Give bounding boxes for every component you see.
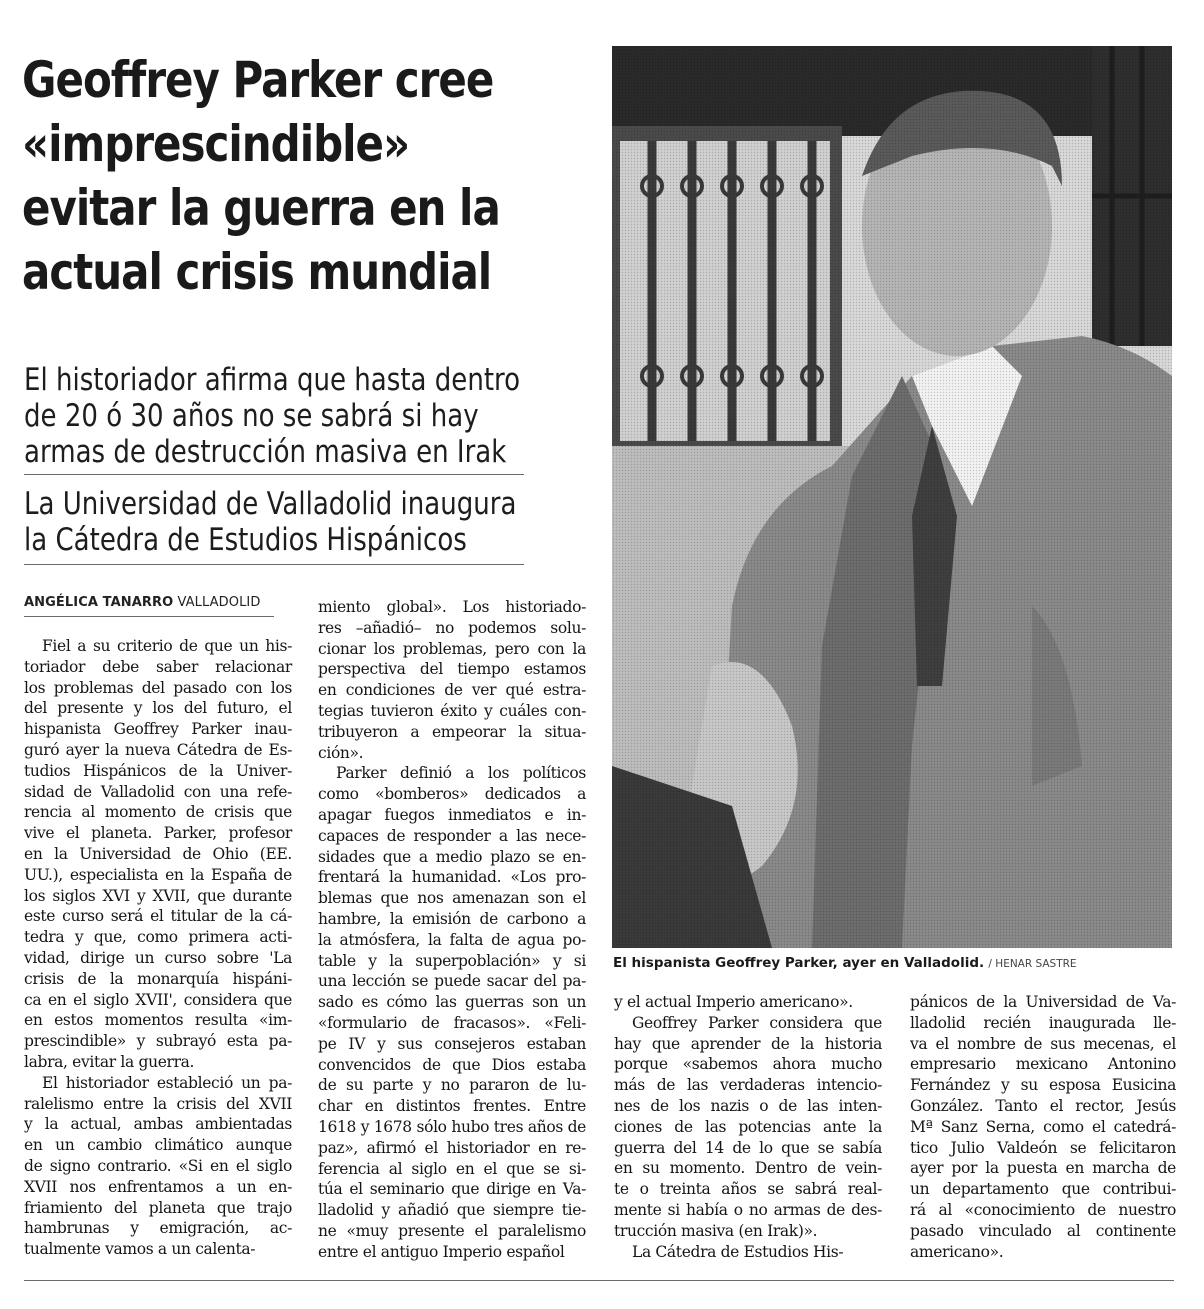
article-line: tualmente vamos a un calenta- <box>24 1240 256 1259</box>
article-line: prescindible» y subrayó esta pa- <box>24 1032 292 1051</box>
subheadline-line: armas de destrucción masiva en Irak <box>24 434 507 470</box>
article-line: túa el seminario que dirige en Va- <box>318 1180 586 1199</box>
article-line: en un cambio climático aunque <box>24 1136 292 1155</box>
headline-line: evitar la guerra en la <box>22 179 500 237</box>
article-line: Fernández y su esposa Eusicina <box>910 1076 1176 1095</box>
article-line: guerra del 14 de lo que se sabía <box>614 1138 882 1157</box>
article-line: Parker definió a los políticos <box>336 764 586 783</box>
article-line: tegias tuvieron éxito y cuáles con- <box>318 701 586 720</box>
article-line: 1618 y 1678 sólo hubo tres años de <box>318 1117 586 1136</box>
byline-location: VALLADOLID <box>177 595 261 610</box>
photo-credit: / HENAR SASTRE <box>988 958 1077 970</box>
article-line: vidad, dirige un curso sobre 'La <box>24 948 292 967</box>
article-column-4 <box>910 992 1176 1262</box>
subheadline-primary <box>24 362 520 470</box>
article-line: de signo contrario. «Si en el siglo <box>24 1156 292 1175</box>
article-line: mente si había o no armas de des- <box>614 1200 882 1219</box>
article-line: tribuyeron a empeorar la situa- <box>318 722 586 741</box>
headline <box>22 48 501 304</box>
article-column-1 <box>24 636 292 1260</box>
article-line: miento global». Los historiado- <box>318 598 586 616</box>
article-line: va el nombre de sus mecenas, el <box>910 1034 1176 1053</box>
article-line: de su parte y no pararon de lu- <box>318 1076 586 1095</box>
article-line: en la Universidad de Ohio (EE. <box>24 844 292 863</box>
subhead-divider <box>24 564 524 565</box>
article-line: cionar los problemas, pero con la <box>318 639 586 658</box>
article-line: porque «sabemos ahora mucho <box>614 1055 882 1074</box>
article-line: los problemas del pasado con los <box>24 678 292 697</box>
subheadline-line: la Cátedra de Estudios Hispánicos <box>24 522 467 558</box>
article-line: toriador debe saber relacionar <box>24 657 292 676</box>
article-line: ne «muy presente el paralelismo <box>318 1221 586 1240</box>
article-line: ca en el siglo XVII', considera que <box>24 990 292 1009</box>
headline-line: Geoffrey Parker cree <box>22 51 494 109</box>
article-column-3 <box>614 992 882 1262</box>
article-line: blemas que nos amenazan son el <box>318 889 586 908</box>
article-line: en estos momentos resulta «im- <box>24 1011 292 1030</box>
photo-portrait-image <box>612 46 1172 948</box>
article-line: González. Tanto el rector, Jesús <box>910 1096 1176 1115</box>
article-line: char en distintos frentes. Entre <box>318 1097 586 1116</box>
article-line: la atmósfera, la falta de agua po- <box>318 930 586 949</box>
article-line: ferencia al siglo en el que se si- <box>318 1159 586 1178</box>
article-photo <box>612 46 1172 948</box>
article-line: pánicos de la Universidad de Va- <box>910 993 1176 1011</box>
article-line: los siglos XVI y XVII, que durante <box>24 886 292 905</box>
article-line: entre el antiguo Imperio español <box>318 1242 565 1261</box>
article-line: ayer por la puesta en marcha de <box>910 1159 1176 1178</box>
article-line: XVII nos enfrentamos a un en- <box>24 1177 292 1196</box>
article-line: friamiento del planeta que trajo <box>24 1198 292 1217</box>
article-line: hay que aprender de la historia <box>614 1034 882 1053</box>
article-line: La Cátedra de Estudios His- <box>632 1242 844 1261</box>
article-line: sidad de Valladolid con una refe- <box>24 782 292 801</box>
article-line: Mª Sanz Serna, como el catedrá- <box>910 1117 1176 1136</box>
article-line: guró ayer la nueva Cátedra de Es- <box>24 740 292 759</box>
article-line: del presente y los del futuro, el <box>24 699 292 718</box>
article-line: tedra y que, como primera acti- <box>24 928 292 947</box>
article-line: crisis de la monarquía hispáni- <box>24 969 292 988</box>
article-line: lladolid recién inaugurada lle- <box>910 1013 1176 1032</box>
article-line: vive el planeta. Parker, profesor <box>24 824 292 843</box>
article-line: una lección se puede sacar del pa- <box>318 972 586 991</box>
article-line: empresario mexicano Antonino <box>910 1055 1176 1074</box>
article-line: res –añadió– no podemos solu- <box>318 618 586 637</box>
subheadline-line: La Universidad de Valladolid inaugura <box>24 486 517 522</box>
subheadline-line: El historiador afirma que hasta dentro <box>24 362 521 398</box>
article-line: lladolid y añadió que siempre tie- <box>318 1201 586 1220</box>
article-line: pe IV y sus consejeros estaban <box>318 1034 586 1053</box>
article-line: capaces de responder a las nece- <box>318 826 586 845</box>
article-line: más de las verdaderas intencio- <box>614 1076 882 1095</box>
article-line: frentará la humanidad. «Los pro- <box>318 868 586 887</box>
article-line: en condiciones de ver qué estra- <box>318 681 586 700</box>
article-line: ciones de las potencias ante la <box>614 1117 882 1136</box>
article-line: labra, evitar la guerra. <box>24 1052 195 1071</box>
article-line: UU.), especialista en la España de <box>24 865 292 884</box>
article-line: convencidos de que Dios estaba <box>318 1055 586 1074</box>
bottom-divider <box>24 1280 1174 1281</box>
subheadline-line: de 20 ó 30 años no se sabrá si hay <box>24 398 479 434</box>
article-line: Fiel a su criterio de que un his- <box>42 637 292 655</box>
headline-line: «imprescindible» <box>22 115 410 173</box>
article-line: un departamento que contribui- <box>910 1180 1176 1199</box>
article-line: sado es cómo las guerras son un <box>318 993 586 1012</box>
article-line: y la actual, ambas ambientadas <box>24 1115 292 1134</box>
article-line: perspectiva del tiempo estamos <box>318 660 586 679</box>
article-line: rá al «conocimiento de nuestro <box>910 1200 1176 1219</box>
article-column-2 <box>318 597 586 1263</box>
article-line: tico Julio Valdeón se felicitaron <box>910 1138 1176 1157</box>
byline-author: ANGÉLICA TANARRO <box>24 595 174 610</box>
article-line: sidades que a medio plazo se en- <box>318 847 586 866</box>
article-line: hambrunas y emigración, ac- <box>24 1219 292 1238</box>
article-line: El historiador estableció un pa- <box>42 1073 292 1092</box>
article-line: «formulario de fracasos». «Feli- <box>318 1013 586 1032</box>
byline-divider <box>24 616 274 617</box>
article-line: hispanista Geoffrey Parker inau- <box>24 720 292 739</box>
photo-caption <box>613 955 1077 971</box>
article-line: en su momento. Dentro de vein- <box>614 1159 882 1178</box>
byline <box>24 595 260 610</box>
photo-caption-text: El hispanista Geoffrey Parker, ayer en Valladolid. <box>613 955 985 971</box>
article-line: apagar fuegos inmediatos e in- <box>318 805 586 824</box>
article-line: ralelismo entre la crisis del XVII <box>24 1094 292 1113</box>
article-line: como «bomberos» dedicados a <box>318 785 586 804</box>
article-line: Geoffrey Parker considera que <box>632 1013 882 1032</box>
article-line: pasado vinculado al continente <box>910 1221 1176 1240</box>
article-line: y el actual Imperio americano». <box>614 993 853 1011</box>
article-line: paz», afirmó el historiador en re- <box>318 1138 586 1157</box>
article-line: tudios Hispánicos de la Univer- <box>24 761 292 780</box>
article-line: americano». <box>910 1242 1004 1261</box>
article-line: hambre, la emisión de carbono a <box>318 909 586 928</box>
article-line: table y la superpoblación» y si <box>318 951 586 970</box>
article-line: te o treinta años se sabrá real- <box>614 1180 882 1199</box>
article-line: ción». <box>318 743 364 762</box>
subheadline-secondary <box>24 486 516 558</box>
article-line: nes de los nazis o de las inten- <box>614 1096 882 1115</box>
headline-line: actual crisis mundial <box>22 243 492 301</box>
article-line: este curso será el titular de la cá- <box>24 907 292 926</box>
subhead-divider <box>24 474 524 475</box>
article-line: trucción masiva (en Irak)». <box>614 1221 818 1240</box>
article-line: rencia al momento de crisis que <box>24 803 292 822</box>
